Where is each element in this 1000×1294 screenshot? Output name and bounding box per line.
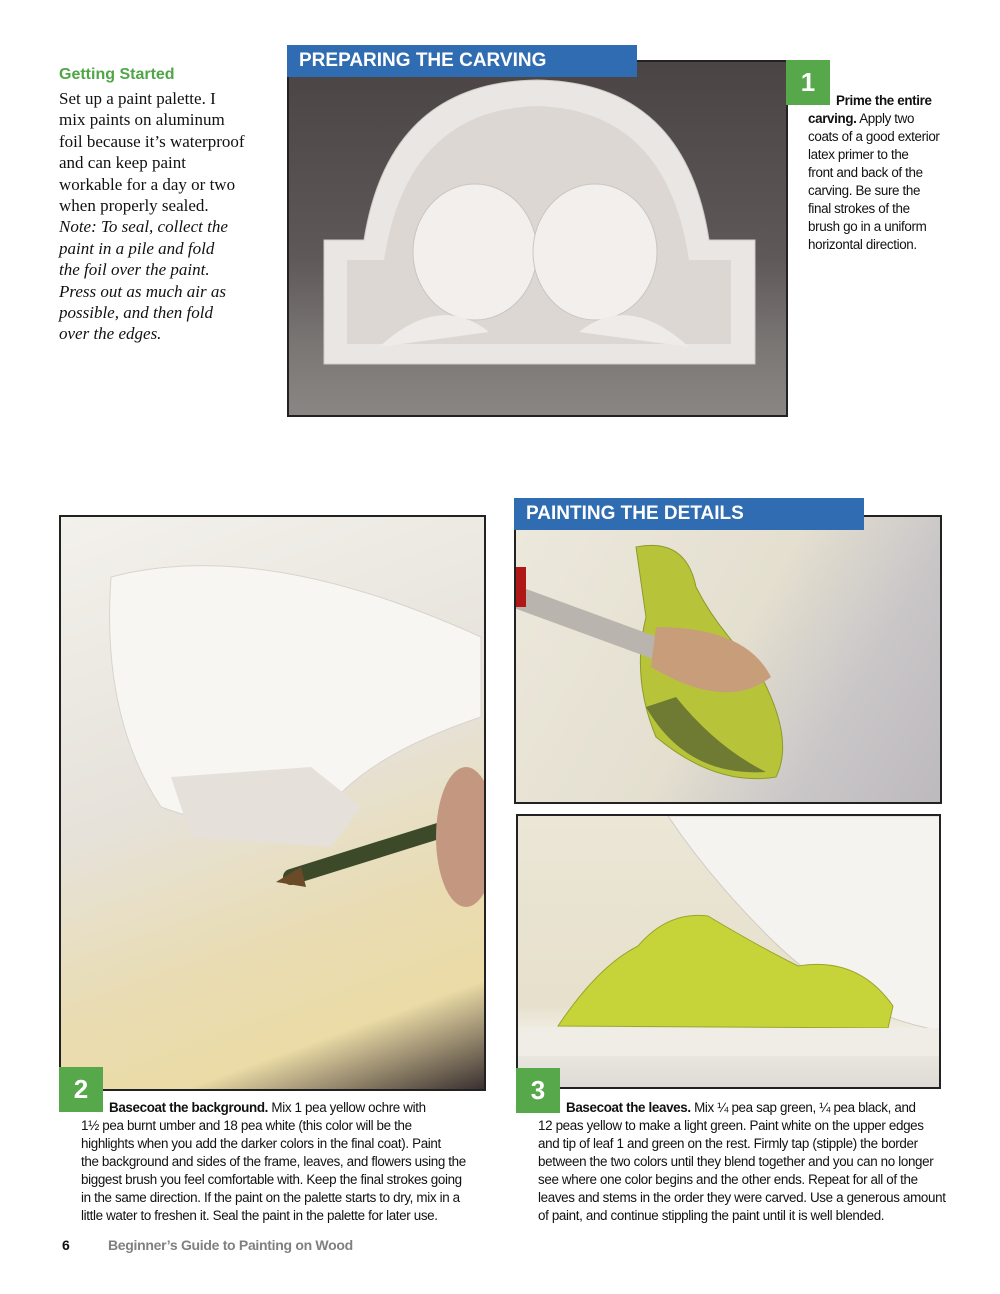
caption-line: horizontal direction. bbox=[808, 237, 917, 252]
caption-line: of paint, and continue stippling the paint until it is well blended. bbox=[538, 1208, 885, 1223]
intro-line: foil because it’s waterproof bbox=[59, 131, 245, 151]
step-3-badge: 3 bbox=[516, 1068, 560, 1113]
painting-leaf-photo bbox=[514, 515, 942, 804]
leaf-brush-illustration bbox=[516, 517, 942, 804]
intro-note-line: paint in a pile and fold bbox=[59, 238, 215, 258]
caption-line: carving. Be sure the bbox=[808, 183, 921, 198]
section-header-preparing: PREPARING THE CARVING bbox=[287, 45, 637, 77]
intro-line: when properly sealed. bbox=[59, 196, 209, 216]
brush-illustration bbox=[61, 517, 486, 1091]
intro-note-line: possible, and then fold bbox=[59, 303, 213, 323]
caption-line: in the same direction. If the paint on the palette starts to dry, mix in a bbox=[81, 1190, 460, 1205]
step-3-title: Basecoat the leaves. bbox=[566, 1100, 691, 1115]
caption-line: leaves and stems in the order they were carved. Use a generous amount bbox=[538, 1190, 946, 1205]
intro-line: Set up a paint palette. I bbox=[59, 89, 216, 108]
section-header-painting: PAINTING THE DETAILS bbox=[514, 498, 864, 530]
book-title: Beginner’s Guide to Painting on Wood bbox=[108, 1237, 353, 1253]
intro-line: mix paints on aluminum bbox=[59, 110, 225, 130]
intro-text bbox=[59, 88, 274, 345]
caption-line: brush go in a uniform bbox=[808, 219, 927, 234]
step-2-title: Basecoat the background. bbox=[109, 1100, 269, 1115]
caption-text: Apply two bbox=[856, 111, 915, 126]
caption-line: between the two colors until they blend together and you can no longer bbox=[538, 1154, 934, 1169]
intro-note-line: the foil over the paint. bbox=[59, 260, 210, 280]
caption-line: the background and sides of the frame, leaves, and flowers using the bbox=[81, 1154, 466, 1169]
step-2-caption bbox=[81, 1099, 491, 1225]
step-1-caption bbox=[808, 92, 958, 254]
intro-note-line: Note: To seal, collect the bbox=[59, 217, 228, 237]
carving-illustration bbox=[289, 62, 788, 417]
step-2-badge: 2 bbox=[59, 1067, 103, 1112]
caption-line: final strokes of the bbox=[808, 201, 910, 216]
caption-line: highlights when you add the darker colors in the final coat). Paint bbox=[81, 1136, 441, 1151]
caption-line: 1½ pea burnt umber and 18 pea white (this color will be the bbox=[81, 1118, 412, 1133]
intro-note-line: Press out as much air as bbox=[59, 281, 227, 301]
caption-line: latex primer to the bbox=[808, 147, 909, 162]
intro-heading: Getting Started bbox=[59, 66, 175, 83]
basecoat-background-photo bbox=[59, 515, 486, 1091]
step-1-badge: 1 bbox=[786, 60, 830, 105]
page-number: 6 bbox=[62, 1237, 70, 1253]
primed-carving-photo bbox=[287, 60, 788, 417]
caption-line: 12 peas yellow to make a light green. Paint white on the upper edges bbox=[538, 1118, 924, 1133]
basecoated-leaf-photo bbox=[516, 814, 941, 1089]
intro-note-line: over the edges. bbox=[59, 324, 162, 344]
intro-line: workable for a day or two bbox=[59, 174, 236, 194]
caption-text: Mix 1 pea yellow ochre with bbox=[268, 1100, 426, 1115]
caption-line: see where one color begins and the other ends. Repeat for all of the bbox=[538, 1172, 918, 1187]
caption-line: biggest brush you feel comfortable with. Keep the final strokes going bbox=[81, 1172, 462, 1187]
caption-text: Mix ¼ pea sap green, ¼ pea black, and bbox=[690, 1100, 916, 1115]
caption-line: and tip of leaf 1 and green on the rest. Firmly tap (stipple) the border bbox=[538, 1136, 918, 1151]
caption-line: little water to freshen it. Seal the paint in the palette for later use. bbox=[81, 1208, 438, 1223]
caption-line: coats of a good exterior bbox=[808, 129, 940, 144]
caption-line: front and back of the bbox=[808, 165, 923, 180]
step-3-caption bbox=[538, 1099, 948, 1225]
step-1-title: Prime the entire bbox=[836, 93, 932, 108]
intro-line: and can keep paint bbox=[59, 153, 186, 173]
step-1-title-cont: carving. bbox=[808, 111, 857, 126]
leaf-illustration bbox=[518, 816, 941, 1089]
